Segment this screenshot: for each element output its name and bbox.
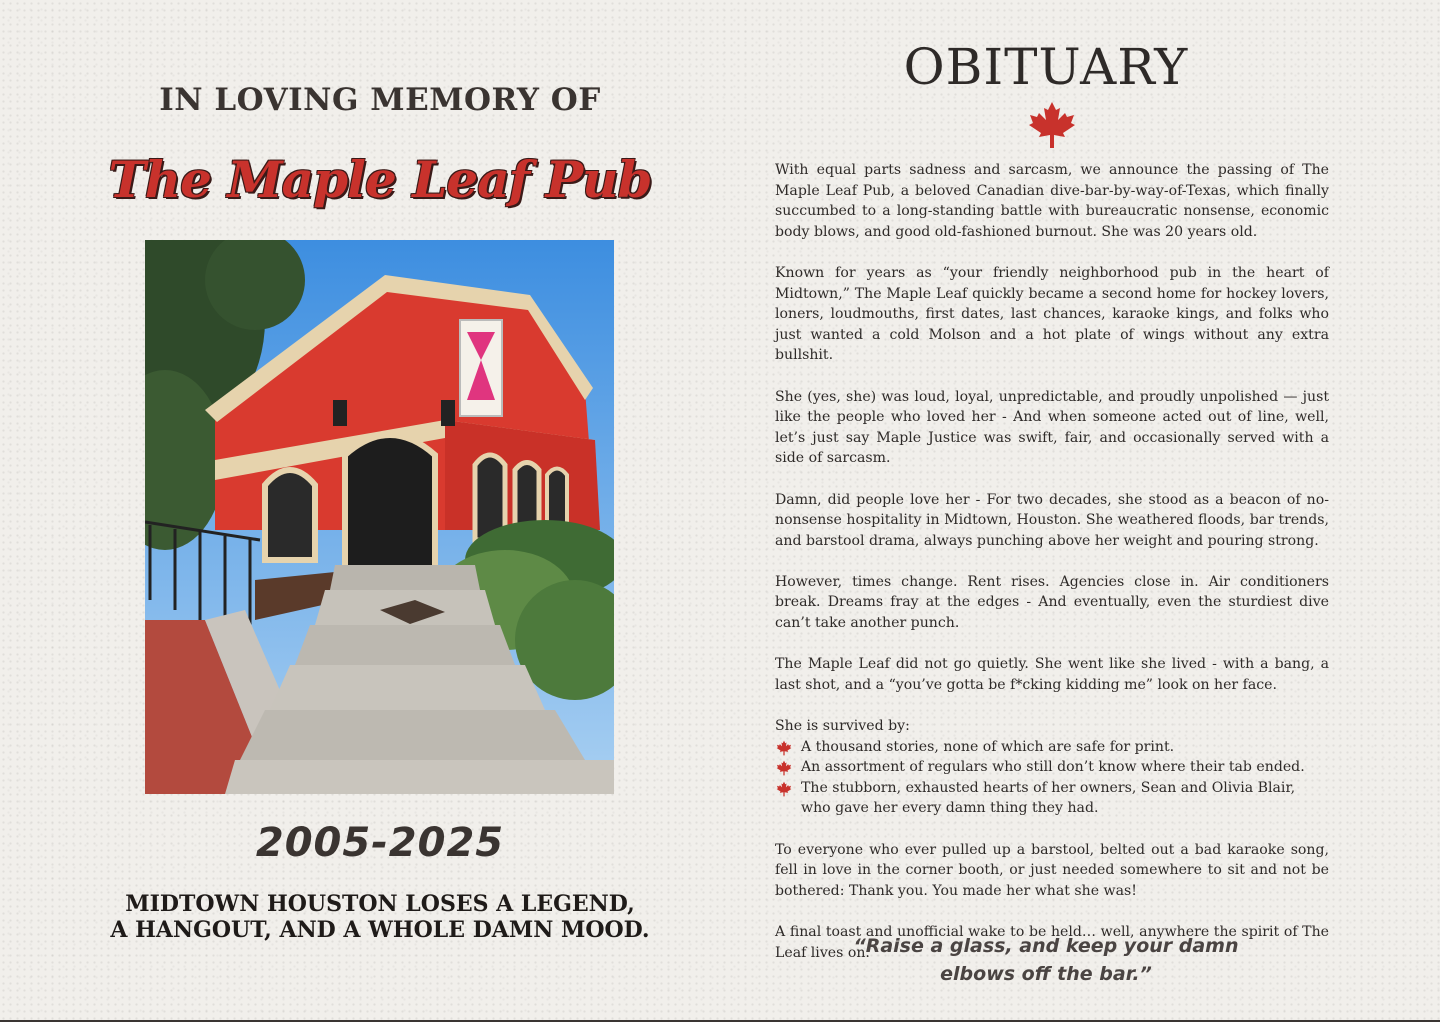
tagline-line-2: A HANGOUT, AND A WHOLE DAMN MOOD. <box>110 917 650 943</box>
tagline-line-1: MIDTOWN HOUSTON LOSES A LEGEND, <box>125 891 635 917</box>
obituary-body <box>775 160 1329 984</box>
years-label: 2005-2025 <box>255 820 505 866</box>
maple-leaf-icon <box>1027 100 1077 150</box>
quote-line-1: “Raise a glass, and keep your damn <box>853 935 1239 957</box>
obituary-paragraph: With equal parts sadness and sarcasm, we announce the passing of The Maple Leaf Pub, a beloved Canadian dive-bar-by-way-of-Texas, which finally succumbed to a long-standing battle with bureaucratic nonsense, economic body blows, and good old-fashioned burnout. She was 20 years old. <box>775 162 1329 240</box>
list-item <box>775 757 1329 778</box>
survived-by-intro: She is survived by: <box>775 718 910 735</box>
list-item <box>775 737 1329 758</box>
obituary-paragraph: Known for years as “your friendly neighborhood pub in the heart of Midtown,” The Maple Leaf quickly became a second home for hockey lovers, loners, loudmouths, first dates, last chances, karaoke kings, and folks who just wanted a cold Molson and a hot plate of wings without any extra bullshit. <box>775 264 1329 364</box>
survivors-list <box>775 737 1329 819</box>
closing-paragraph: To everyone who ever pulled up a barstool, belted out a bad karaoke song, fell in love in the corner booth, or just needed somewhere to sit and not be bothered: Thank you. You made her what she was! <box>775 841 1329 899</box>
closing-quote <box>760 932 1332 988</box>
pub-name-title: The Maple Leaf Pub <box>108 150 652 209</box>
survivor-text: The stubborn, exhausted hearts of her owners, Sean and Olivia Blair, who gave her every damn thing they had. <box>801 779 1296 817</box>
maple-leaf-icon <box>776 760 792 776</box>
obituary-paragraph: She (yes, she) was loud, loyal, unpredictable, and proudly unpolished — just like the people who loved her - And when someone acted out of line, well, let’s just say Maple Justice was swift, fair, and occasionally served with a side of sarcasm. <box>775 388 1329 467</box>
survivor-text: A thousand stories, none of which are safe for print. <box>801 738 1175 755</box>
obituary-paragraph: Damn, did people love her - For two decades, she stood as a beacon of no-nonsense hospitality in Midtown, Houston. She weathered floods, bar trends, and barstool drama, always punching above her weight and pouring strong. <box>775 491 1329 549</box>
pub-photo <box>145 240 614 794</box>
maple-leaf-icon <box>776 781 792 797</box>
maple-leaf-icon <box>776 740 792 756</box>
closing-paragraph: A final toast and unofficial wake to be held… well, anywhere the spirit of The Leaf lives on. <box>775 923 1329 961</box>
tagline <box>0 891 760 943</box>
list-item <box>775 778 1329 819</box>
memory-heading: IN LOVING MEMORY OF <box>159 82 601 118</box>
obituary-paragraph: The Maple Leaf did not go quietly. She went like she lived - with a bang, a last shot, and a “you’ve gotta be f*cking kidding me” look on her face. <box>775 656 1329 693</box>
survivor-text: An assortment of regulars who still don’t know where their tab ended. <box>801 759 1305 776</box>
quote-line-2: elbows off the bar.” <box>940 963 1152 985</box>
obituary-paragraph: However, times change. Rent rises. Agencies close in. Air conditioners break. Dreams fray at the edges - And eventually, even the sturdiest dive can’t take another punch. <box>775 573 1329 632</box>
obituary-title: OBITUARY <box>903 38 1189 96</box>
pub-storefront-illustration <box>145 240 614 794</box>
